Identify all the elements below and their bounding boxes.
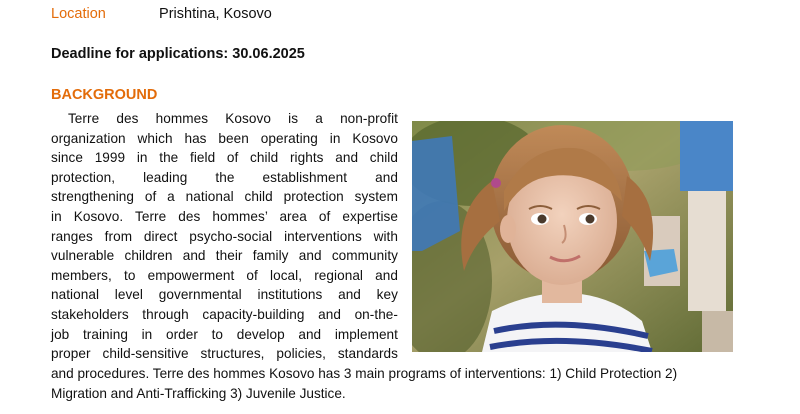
background-paragraph-continued [51, 364, 751, 403]
location-value: Prishtina, Kosovo [159, 6, 272, 22]
paragraph-line: and procedures. Terre des hommes Kosovo has 3 main programs of interventions: 1) Child Protection 2) [51, 366, 678, 381]
paragraph-line: national level governmental institutions and key [51, 287, 398, 303]
location-row [51, 5, 272, 23]
location-label: Location [51, 6, 106, 22]
paragraph-line: Terre des hommes Kosovo is a non-profit [51, 111, 398, 126]
paragraph-line: stakeholders through capacity-building and on-the- [51, 306, 398, 322]
paragraph-line: job training in order to develop and implement [51, 326, 398, 342]
paragraph-line: since 1999 in the field of child rights and child [51, 150, 398, 166]
paragraph-line: strengthening of a national child protection system [51, 189, 398, 205]
paragraph-line: proper child-sensitive structures, policies, standards [51, 346, 398, 362]
paragraph-line: Migration and Anti-Trafficking 3) Juvenile Justice. [51, 385, 346, 401]
background-paragraph [51, 109, 398, 364]
paragraph-line: protection, leading the establishment and [51, 169, 398, 185]
paragraph-line: ranges from direct psycho-social interventions with [51, 228, 398, 244]
paragraph-line: members, to empowerment of local, regional and [51, 267, 398, 283]
paragraph-line: in Kosovo. Terre des hommes’ area of expertise [51, 208, 398, 224]
paragraph-line: vulnerable children and their family and community [51, 248, 398, 264]
child-photo [412, 121, 733, 352]
section-heading-background: BACKGROUND [51, 87, 158, 103]
application-deadline: Deadline for applications: 30.06.2025 [51, 46, 305, 62]
paragraph-line: organization which has been operating in Kosovo [51, 130, 398, 146]
